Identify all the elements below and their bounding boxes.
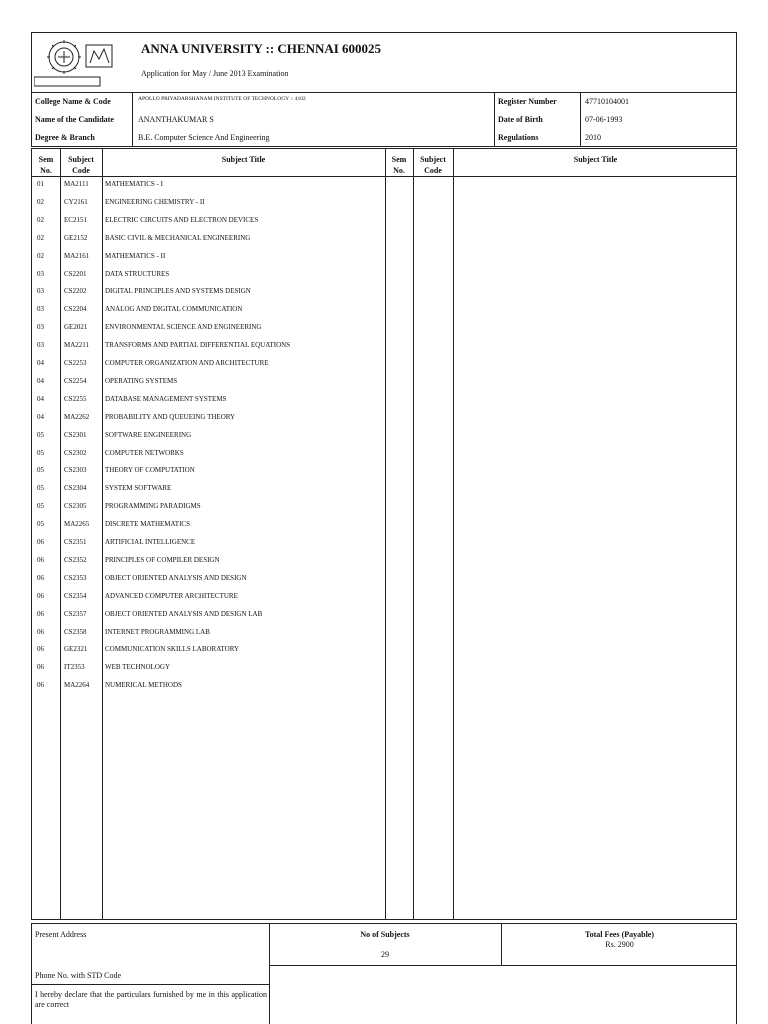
subject-title-cell: WEB TECHNOLOGY: [105, 663, 171, 672]
sem-no-cell: 02: [37, 233, 44, 242]
sem-no-cell: 06: [37, 663, 44, 672]
subject-code-cell: MA2211: [64, 341, 90, 350]
sem-no-cell: 05: [37, 430, 44, 439]
sem-no-cell: 02: [37, 215, 44, 224]
header-sem-line2: No.: [393, 166, 405, 175]
degree-value: B.E. Computer Science And Engineering: [138, 133, 270, 142]
sem-no-cell: 01: [37, 180, 44, 188]
subject-code-cell: CS2358: [64, 627, 87, 636]
header-code-line1: Subject: [68, 155, 94, 164]
candidate-name-value: ANANTHAKUMAR S: [138, 115, 214, 124]
subject-title-cell: ELECTRIC CIRCUITS AND ELECTRON DEVICES: [105, 215, 259, 224]
table-row: [32, 449, 385, 463]
subject-code-cell: MA2265: [64, 520, 90, 529]
sem-no-cell: 04: [37, 376, 44, 385]
subject-title-cell: DISCRETE MATHEMATICS: [105, 520, 190, 529]
subject-code-cell: CS2357: [64, 609, 87, 618]
table-row: [32, 180, 385, 194]
sem-no-cell: 05: [37, 484, 44, 493]
phone-label: Phone No. with STD Code: [35, 971, 121, 980]
subjects-table: [31, 148, 737, 920]
header-subject-code: [60, 154, 102, 176]
sem-no-cell: 06: [37, 627, 44, 636]
table-row: [32, 395, 385, 409]
subject-title-cell: OBJECT ORIENTED ANALYSIS AND DESIGN: [105, 573, 247, 582]
subject-title-cell: OBJECT ORIENTED ANALYSIS AND DESIGN LAB: [105, 609, 263, 618]
sem-no-cell: 06: [37, 555, 44, 564]
table-row: [32, 198, 385, 212]
header-code-line2: Code: [424, 166, 442, 175]
college-label: College Name & Code: [35, 97, 111, 106]
subject-title-cell: INTERNET PROGRAMMING LAB: [105, 627, 210, 636]
subject-title-cell: SYSTEM SOFTWARE: [105, 484, 172, 493]
subject-title-cell: ENGINEERING CHEMISTRY - II: [105, 197, 205, 206]
sem-no-cell: 06: [37, 681, 44, 690]
subject-code-cell: CS2204: [64, 305, 87, 314]
table-row: [32, 592, 385, 606]
subject-code-cell: GE2321: [64, 645, 88, 654]
subject-title-cell: TRANSFORMS AND PARTIAL DIFFERENTIAL EQUATIONS: [105, 341, 291, 350]
table-row: [32, 252, 385, 266]
column-divider: [385, 149, 386, 919]
subject-title-cell: PRINCIPLES OF COMPILER DESIGN: [105, 555, 220, 564]
subject-title-cell: COMPUTER ORGANIZATION AND ARCHITECTURE: [105, 359, 269, 367]
subject-code-cell: EC2151: [64, 215, 87, 224]
subject-title-cell: ENVIRONMENTAL SCIENCE AND ENGINEERING: [105, 323, 262, 332]
total-fees-label: Total Fees (Payable): [584, 930, 655, 939]
table-row: [32, 431, 385, 445]
footer-divider: [269, 924, 270, 1024]
header-sem-line1: Sem: [391, 155, 407, 164]
subject-code-cell: CS2301: [64, 430, 87, 439]
form-header: [31, 32, 737, 93]
header-subject-title: Subject Title: [221, 155, 266, 164]
subject-code-cell: CS2304: [64, 484, 87, 493]
table-row: [32, 466, 385, 480]
register-value: 47710104001: [585, 97, 629, 106]
column-divider: [453, 149, 454, 919]
table-row: [32, 287, 385, 301]
table-row: [32, 520, 385, 534]
table-row: [32, 377, 385, 391]
table-row: [32, 341, 385, 355]
subject-title-cell: DIGITAL PRINCIPLES AND SYSTEMS DESIGN: [105, 287, 251, 296]
subject-code-cell: CS2351: [64, 538, 87, 546]
header-code-line1: Subject: [420, 155, 446, 164]
subject-code-cell: CS2254: [64, 376, 87, 385]
table-row: [32, 556, 385, 570]
subject-code-cell: CS2302: [64, 448, 87, 457]
subject-code-cell: GE2021: [64, 323, 88, 332]
table-row: [32, 270, 385, 284]
subject-title-cell: ADVANCED COMPUTER ARCHITECTURE: [105, 591, 238, 600]
sem-no-cell: 03: [37, 305, 44, 314]
header-subject-title-right: Subject Title: [573, 155, 618, 164]
regulations-label: Regulations: [498, 133, 539, 142]
register-label: Register Number: [498, 97, 557, 106]
regulations-value: 2010: [585, 133, 601, 142]
total-fees-value: Rs. 2900: [605, 940, 634, 949]
info-divider: [494, 93, 495, 146]
table-row: [32, 413, 385, 427]
table-row: [32, 305, 385, 319]
subject-title-cell: MATHEMATICS - II: [105, 251, 166, 260]
subject-code-cell: MA2111: [64, 180, 89, 188]
subject-title-cell: DATA STRUCTURES: [105, 269, 170, 278]
subject-code-cell: CS2303: [64, 466, 87, 475]
form-footer: [31, 923, 737, 1024]
sem-no-cell: 06: [37, 573, 44, 582]
subject-code-cell: MA2264: [64, 681, 90, 690]
university-title: ANNA UNIVERSITY :: CHENNAI 600025: [141, 41, 382, 56]
subject-code-cell: MA2161: [64, 251, 90, 260]
header-sem-line2: No.: [40, 166, 52, 175]
subject-title-cell: DATABASE MANAGEMENT SYSTEMS: [105, 394, 227, 403]
subject-title-cell: ANALOG AND DIGITAL COMMUNICATION: [105, 305, 243, 314]
info-divider: [132, 93, 133, 146]
table-row: [32, 484, 385, 498]
present-address-label: Present Address: [35, 930, 87, 939]
footer-hline: [32, 984, 269, 985]
no-of-subjects-label: No of Subjects: [360, 930, 410, 939]
table-row: [32, 234, 385, 248]
sem-no-cell: 04: [37, 394, 44, 403]
subject-code-cell: CS2354: [64, 591, 87, 600]
sem-no-cell: 06: [37, 609, 44, 618]
subject-title-cell: NUMERICAL METHODS: [105, 681, 182, 690]
sem-no-cell: 06: [37, 591, 44, 600]
sem-no-cell: 04: [37, 359, 44, 367]
application-line: Application for May / June 2013 Examination: [141, 69, 289, 78]
sem-no-cell: 03: [37, 269, 44, 278]
subject-code-cell: CY2161: [64, 197, 88, 206]
table-row: [32, 502, 385, 516]
header-sem-line1: Sem: [38, 155, 54, 164]
footer-hline: [269, 965, 736, 966]
sem-no-cell: 05: [37, 466, 44, 475]
table-row: [32, 663, 385, 677]
subject-code-cell: CS2253: [64, 359, 87, 367]
declaration-text: I hereby declare that the particulars furnished by me in this application are correct: [35, 990, 267, 1009]
table-row: [32, 574, 385, 588]
column-divider: [413, 149, 414, 919]
table-row: [32, 610, 385, 624]
sem-no-cell: 02: [37, 197, 44, 206]
subject-code-cell: CS2352: [64, 555, 87, 564]
sem-no-cell: 03: [37, 323, 44, 332]
sem-no-cell: 05: [37, 448, 44, 457]
subject-title-cell: PROBABILITY AND QUEUEING THEORY: [105, 412, 236, 421]
subject-code-cell: CS2201: [64, 269, 87, 278]
university-logo: [34, 37, 130, 89]
sem-no-cell: 05: [37, 502, 44, 511]
header-sem-no: [32, 154, 60, 176]
table-row: [32, 359, 385, 373]
subject-code-cell: CS2255: [64, 394, 87, 403]
subject-title-cell: OPERATING SYSTEMS: [105, 376, 178, 385]
table-row: [32, 323, 385, 337]
subject-title-cell: ARTIFICIAL INTELLIGENCE: [105, 538, 196, 546]
table-row: [32, 628, 385, 642]
subject-title-cell: PROGRAMMING PARADIGMS: [105, 502, 201, 511]
subject-title-cell: THEORY OF COMPUTATION: [105, 466, 195, 475]
sem-no-cell: 06: [37, 645, 44, 654]
candidate-info: [31, 92, 737, 147]
no-of-subjects-value: 29: [381, 950, 389, 959]
sem-no-cell: 05: [37, 520, 44, 529]
college-value: APOLLO PRIYADARSHANAM INSTITUTE OF TECHNOLOGY :: 4102: [138, 96, 306, 102]
subject-code-cell: GE2152: [64, 233, 88, 242]
subject-title-cell: BASIC CIVIL & MECHANICAL ENGINEERING: [105, 233, 251, 242]
subject-code-cell: CS2353: [64, 573, 87, 582]
candidate-name-label: Name of the Candidate: [35, 115, 114, 124]
table-row: [32, 538, 385, 552]
sem-no-cell: 04: [37, 412, 44, 421]
subject-code-cell: IT2353: [64, 663, 85, 672]
dob-label: Date of Birth: [498, 115, 543, 124]
table-row: [32, 645, 385, 659]
header-sem-no-right: [385, 154, 413, 176]
sem-no-cell: 03: [37, 287, 44, 296]
degree-label: Degree & Branch: [35, 133, 95, 142]
info-divider: [580, 93, 581, 146]
subject-title-cell: MATHEMATICS - I: [105, 180, 163, 188]
table-row: [32, 216, 385, 230]
table-row: [32, 681, 385, 695]
sem-no-cell: 02: [37, 251, 44, 260]
subject-title-cell: COMPUTER NETWORKS: [105, 448, 184, 457]
header-code-line2: Code: [72, 166, 90, 175]
subject-title-cell: COMMUNICATION SKILLS LABORATORY: [105, 645, 240, 654]
subject-code-cell: CS2305: [64, 502, 87, 511]
subject-code-cell: MA2262: [64, 412, 90, 421]
subject-title-cell: SOFTWARE ENGINEERING: [105, 430, 192, 439]
sem-no-cell: 03: [37, 341, 44, 350]
subject-code-cell: CS2202: [64, 287, 87, 296]
header-divider: [32, 176, 736, 177]
header-subject-code-right: [413, 154, 453, 176]
sem-no-cell: 06: [37, 538, 44, 546]
dob-value: 07-06-1993: [585, 115, 623, 124]
